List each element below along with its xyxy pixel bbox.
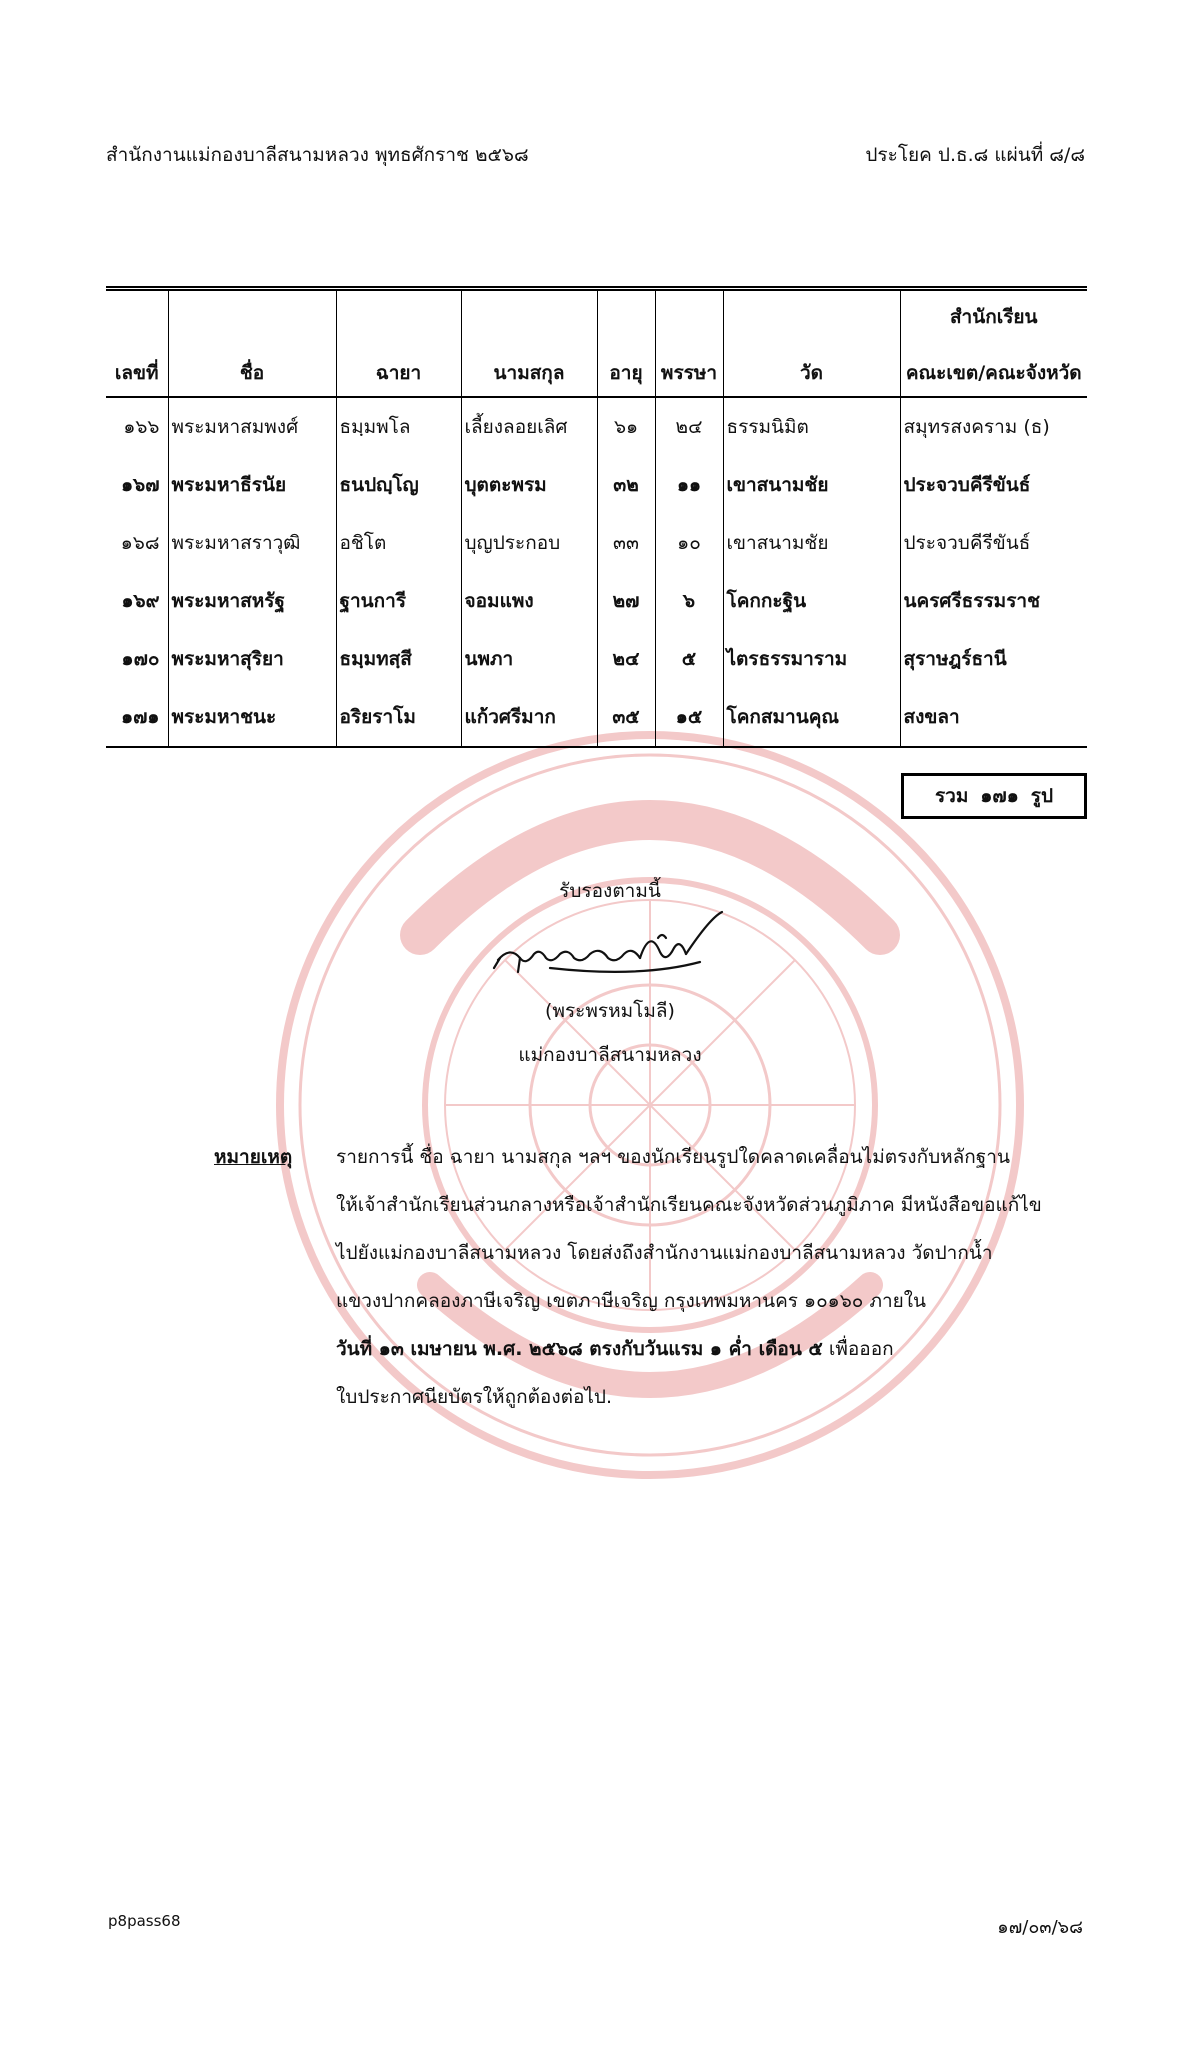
- cell-chaya: ธมฺมพโล: [336, 397, 461, 456]
- watermark-seal-icon: [270, 725, 1030, 1485]
- results-table: [106, 286, 1087, 748]
- cell-pansa: ๑๑: [655, 456, 723, 514]
- note-line-1: รายการนี้ ชื่อ ฉายา นามสกุล ฯลฯ ของนักเรียนรูปใดคลาดเคลื่อนไม่ตรงกับหลักฐาน: [336, 1146, 1010, 1168]
- cell-age: ๒๗: [597, 572, 655, 630]
- table-header-row: [106, 343, 1087, 397]
- column-header-name: ชื่อ: [168, 343, 336, 397]
- cell-pansa: ๑๐: [655, 514, 723, 572]
- cell-office: สุราษฎร์ธานี: [900, 630, 1087, 688]
- cell-number: ๑๗๑: [106, 688, 168, 747]
- column-header-pansa: พรรษา: [655, 343, 723, 397]
- note-line-2: ให้เจ้าสำนักเรียนส่วนกลางหรือเจ้าสำนักเรียนคณะจังหวัดส่วนภูมิภาค มีหนังสือขอแก้ไข: [336, 1194, 1042, 1216]
- table-row: [106, 514, 1087, 572]
- cell-chaya: อชิโต: [336, 514, 461, 572]
- document-header-right: ประโยค ป.ธ.๘ แผ่นที่ ๘/๘: [865, 144, 1085, 166]
- note-date-line: วันที่ ๑๓ เมษายน พ.ศ. ๒๕๖๘ ตรงกับวันแรม ๑ ค่ำ เดือน ๕: [336, 1338, 823, 1360]
- total-count: ๑๗๑: [980, 785, 1019, 807]
- cell-chaya: ธมฺมทสฺสี: [336, 630, 461, 688]
- table-row: [106, 688, 1087, 747]
- cell-name: พระมหาธีรนัย: [168, 456, 336, 514]
- cell-office: สงขลา: [900, 688, 1087, 747]
- cell-wat: โคกกะฐิน: [723, 572, 900, 630]
- cell-surname: บุญประกอบ: [461, 514, 597, 572]
- cell-office: นครศรีธรรมราช: [900, 572, 1087, 630]
- cell-office: ประจวบคีรีขันธ์: [900, 514, 1087, 572]
- total-count-box: [901, 773, 1087, 819]
- cell-name: พระมหาสุริยา: [168, 630, 336, 688]
- cell-number: ๑๖๖: [123, 416, 160, 438]
- cell-wat: ไตรธรรมาราม: [723, 630, 900, 688]
- cell-age: ๓๕: [597, 688, 655, 747]
- column-header-office-group: สำนักเรียน: [900, 289, 1087, 344]
- cell-surname: แก้วศรีมาก: [461, 688, 597, 747]
- cell-pansa: ๒๔: [655, 397, 723, 456]
- cell-office: สมุทรสงคราม (ธ): [900, 397, 1087, 456]
- table-row: [106, 397, 1087, 456]
- table-row: [106, 630, 1087, 688]
- cell-wat: โคกสมานคุณ: [723, 688, 900, 747]
- column-header-office: คณะเขต/คณะจังหวัด: [900, 343, 1087, 397]
- cell-surname: จอมแพง: [461, 572, 597, 630]
- signature-icon: [490, 908, 750, 988]
- cell-wat: ธรรมนิมิต: [723, 397, 900, 456]
- cell-age: ๓๓: [597, 514, 655, 572]
- column-header-chaya: ฉายา: [336, 343, 461, 397]
- cell-number: ๑๖๘: [120, 532, 160, 554]
- cell-chaya: ฐานการี: [336, 572, 461, 630]
- cell-surname: เลี้ยงลอยเลิศ: [461, 397, 597, 456]
- certify-name: (พระพรหมโมลี): [545, 1000, 675, 1022]
- note-line-5: [336, 1334, 894, 1364]
- total-label: รวม: [934, 785, 969, 807]
- column-header-surname: นามสกุล: [461, 343, 597, 397]
- document-header-left: สำนักงานแม่กองบาลีสนามหลวง พุทธศักราช ๒๕๖๘: [106, 144, 529, 166]
- certify-title: รับรองตามนี้: [559, 880, 661, 902]
- cell-surname: บุตตะพรม: [461, 456, 597, 514]
- cell-number: ๑๖๗: [121, 474, 160, 496]
- note-date-tail: เพื่อออก: [822, 1338, 894, 1360]
- cell-number: ๑๗๐: [121, 648, 160, 670]
- footer-date: ๑๗/๐๓/๖๘: [997, 1917, 1083, 1938]
- column-header-number: เลขที่: [106, 343, 168, 397]
- note-line-3: ไปยังแม่กองบาลีสนามหลวง โดยส่งถึงสำนักงานแม่กองบาลีสนามหลวง วัดปากน้ำ: [336, 1242, 993, 1264]
- cell-name: พระมหาสหรัฐ: [168, 572, 336, 630]
- cell-pansa: ๖: [655, 572, 723, 630]
- column-header-age: อายุ: [597, 343, 655, 397]
- column-header-wat: วัด: [723, 343, 900, 397]
- cell-age: ๒๔: [597, 630, 655, 688]
- note-line-4: แขวงปากคลองภาษีเจริญ เขตภาษีเจริญ กรุงเทพมหานคร ๑๐๑๖๐ ภายใน: [336, 1290, 927, 1312]
- cell-wat: เขาสนามชัย: [723, 514, 900, 572]
- table-row: [106, 572, 1087, 630]
- table-row: [106, 456, 1087, 514]
- cell-name: พระมหาสมพงศ์: [168, 397, 336, 456]
- cell-age: ๖๑: [597, 397, 655, 456]
- cell-wat: เขาสนามชัย: [723, 456, 900, 514]
- cell-chaya: ธนปญฺโญ: [336, 456, 461, 514]
- cell-pansa: ๕: [655, 630, 723, 688]
- cell-pansa: ๑๕: [655, 688, 723, 747]
- cell-age: ๓๒: [597, 456, 655, 514]
- certify-position: แม่กองบาลีสนามหลวง: [518, 1044, 702, 1066]
- footer-code: p8pass68: [108, 1912, 181, 1930]
- cell-chaya: อริยราโม: [336, 688, 461, 747]
- cell-surname: นพภา: [461, 630, 597, 688]
- cell-number: ๑๖๙: [121, 590, 160, 612]
- cell-office: ประจวบคีรีขันธ์: [900, 456, 1087, 514]
- note-label: หมายเหตุ: [214, 1146, 293, 1168]
- note-line-6: ใบประกาศนียบัตรให้ถูกต้องต่อไป.: [336, 1386, 613, 1408]
- total-unit: รูป: [1030, 785, 1054, 807]
- cell-name: พระมหาสราวุฒิ: [168, 514, 336, 572]
- cell-name: พระมหาชนะ: [168, 688, 336, 747]
